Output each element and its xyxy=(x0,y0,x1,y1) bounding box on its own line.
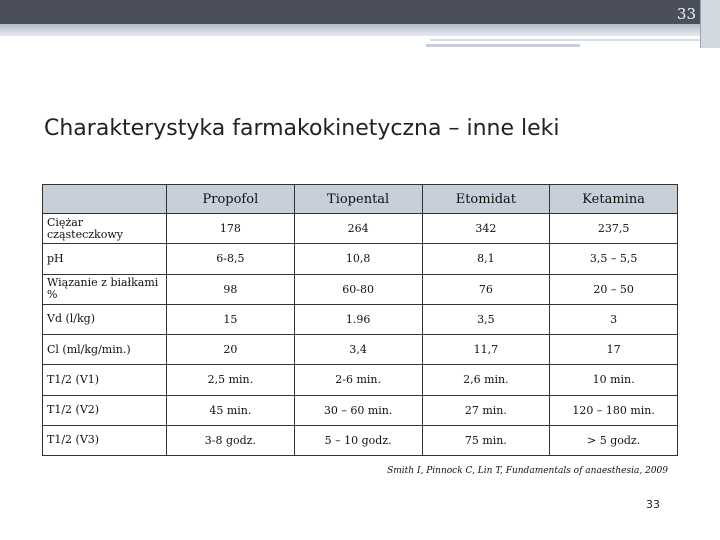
table-cell: 3,5 xyxy=(422,304,550,334)
table-cell: 27 min. xyxy=(422,395,550,425)
header-cell-ketamina: Ketamina xyxy=(550,185,678,214)
table-row xyxy=(43,395,678,425)
table-cell: 15 xyxy=(167,304,295,334)
table-cell: 98 xyxy=(167,274,295,304)
row-label: Wiązanie z białkami % xyxy=(43,274,167,304)
table-cell: 17 xyxy=(550,335,678,365)
row-label: pH xyxy=(43,244,167,274)
table-cell: 75 min. xyxy=(422,425,550,455)
table-cell: 3 xyxy=(550,304,678,334)
slide-number-bottom: 33 xyxy=(646,498,660,511)
table-cell: 60-80 xyxy=(294,274,422,304)
row-label: T1/2 (V2) xyxy=(43,395,167,425)
table-row xyxy=(43,425,678,455)
header-cell-empty xyxy=(43,185,167,214)
table-cell: 1.96 xyxy=(294,304,422,334)
top-bar xyxy=(0,0,720,24)
table-cell: > 5 godz. xyxy=(550,425,678,455)
table-cell: 8,1 xyxy=(422,244,550,274)
table-header-row xyxy=(43,185,678,214)
table-cell: 20 – 50 xyxy=(550,274,678,304)
table-cell: 30 – 60 min. xyxy=(294,395,422,425)
source-citation: Smith I, Pinnock C, Lin T, Fundamentals of anaesthesia, 2009 xyxy=(387,466,668,476)
table-cell: 237,5 xyxy=(550,214,678,244)
right-corner-strip xyxy=(700,0,720,48)
table-row xyxy=(43,335,678,365)
table-cell: 2,5 min. xyxy=(167,365,295,395)
row-label: Ciężar cząsteczkowy xyxy=(43,214,167,244)
row-label: T1/2 (V3) xyxy=(43,425,167,455)
table-cell: 120 – 180 min. xyxy=(550,395,678,425)
header-cell-etomidat: Etomidat xyxy=(422,185,550,214)
table-cell: 5 – 10 godz. xyxy=(294,425,422,455)
table-row xyxy=(43,365,678,395)
row-label: Cl (ml/kg/min.) xyxy=(43,335,167,365)
header-cell-propofol: Propofol xyxy=(167,185,295,214)
slide-title: Charakterystyka farmakokinetyczna – inne leki xyxy=(44,116,560,141)
row-label: T1/2 (V1) xyxy=(43,365,167,395)
table-cell: 20 xyxy=(167,335,295,365)
top-bar-line xyxy=(430,39,700,41)
top-bar-line-short xyxy=(426,44,580,47)
row-label: Vd (l/kg) xyxy=(43,304,167,334)
table-cell: 2,6 min. xyxy=(422,365,550,395)
table-cell: 45 min. xyxy=(167,395,295,425)
table-cell: 6-8,5 xyxy=(167,244,295,274)
table-row xyxy=(43,214,678,244)
table-cell: 178 xyxy=(167,214,295,244)
table-row xyxy=(43,274,678,304)
top-bar-accent xyxy=(0,24,720,36)
pharmacokinetics-table xyxy=(42,184,678,456)
table-cell: 10 min. xyxy=(550,365,678,395)
table-cell: 3-8 godz. xyxy=(167,425,295,455)
table-cell: 264 xyxy=(294,214,422,244)
table-row xyxy=(43,304,678,334)
table-cell: 2-6 min. xyxy=(294,365,422,395)
table-cell: 10,8 xyxy=(294,244,422,274)
table-cell: 3,4 xyxy=(294,335,422,365)
table-cell: 3,5 – 5,5 xyxy=(550,244,678,274)
header-cell-tiopental: Tiopental xyxy=(294,185,422,214)
slide-number-top: 33 xyxy=(676,5,696,23)
table-cell: 76 xyxy=(422,274,550,304)
table-cell: 342 xyxy=(422,214,550,244)
table-row xyxy=(43,244,678,274)
table-cell: 11,7 xyxy=(422,335,550,365)
